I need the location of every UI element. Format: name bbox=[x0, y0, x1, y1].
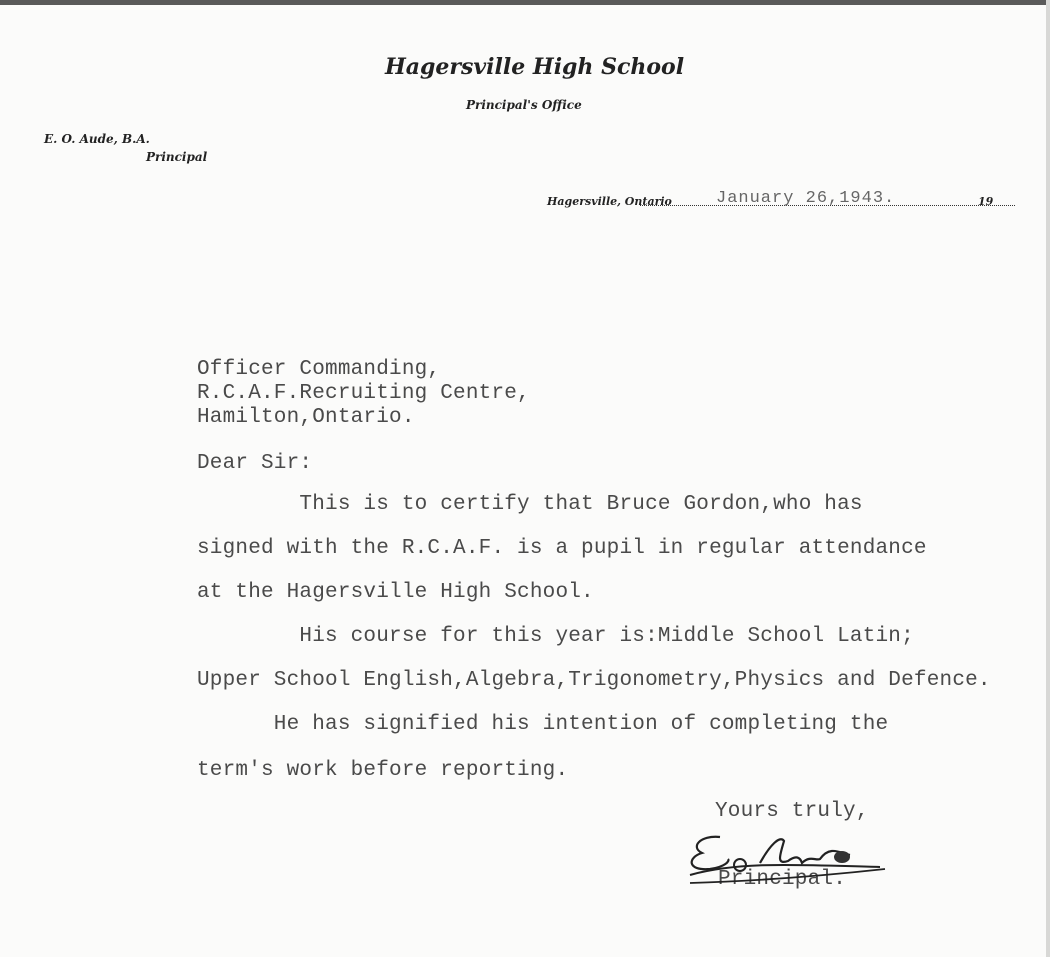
body-line: Upper School English,Algebra,Trigonometry,Physics and Defence. bbox=[197, 669, 991, 692]
letterhead-place: Hagersville, Ontario bbox=[547, 195, 672, 208]
body-line: at the Hagersville High School. bbox=[197, 581, 594, 604]
body-line: This is to certify that Bruce Gordon,who has bbox=[197, 493, 863, 516]
letterhead-year-prefix: 19 bbox=[978, 195, 994, 208]
body-line: His course for this year is:Middle School Latin; bbox=[197, 625, 914, 648]
body-line: He has signified his intention of completing the bbox=[197, 713, 889, 736]
letterhead-principal-name: E. O. Aude, B.A. bbox=[44, 132, 150, 146]
closing: Yours truly, bbox=[715, 800, 869, 823]
body-line: term's work before reporting. bbox=[197, 759, 569, 782]
signature-title: Principal. bbox=[718, 868, 847, 891]
address-line: R.C.A.F.Recruiting Centre, bbox=[197, 382, 530, 405]
address-line: Officer Commanding, bbox=[197, 358, 441, 381]
body-line: signed with the R.C.A.F. is a pupil in regular attendance bbox=[197, 537, 927, 560]
scan-top-edge bbox=[0, 0, 1050, 5]
handwritten-signature bbox=[680, 825, 900, 895]
salutation: Dear Sir: bbox=[197, 452, 313, 475]
letter-date: January 26,1943. bbox=[716, 189, 896, 208]
address-line: Hamilton,Ontario. bbox=[197, 406, 415, 429]
scan-right-edge bbox=[1046, 0, 1050, 957]
letterhead-principal-title: Principal bbox=[146, 150, 208, 164]
letterhead-office: Principal's Office bbox=[466, 98, 582, 112]
letterhead-school-name: Hagersville High School bbox=[385, 54, 685, 80]
